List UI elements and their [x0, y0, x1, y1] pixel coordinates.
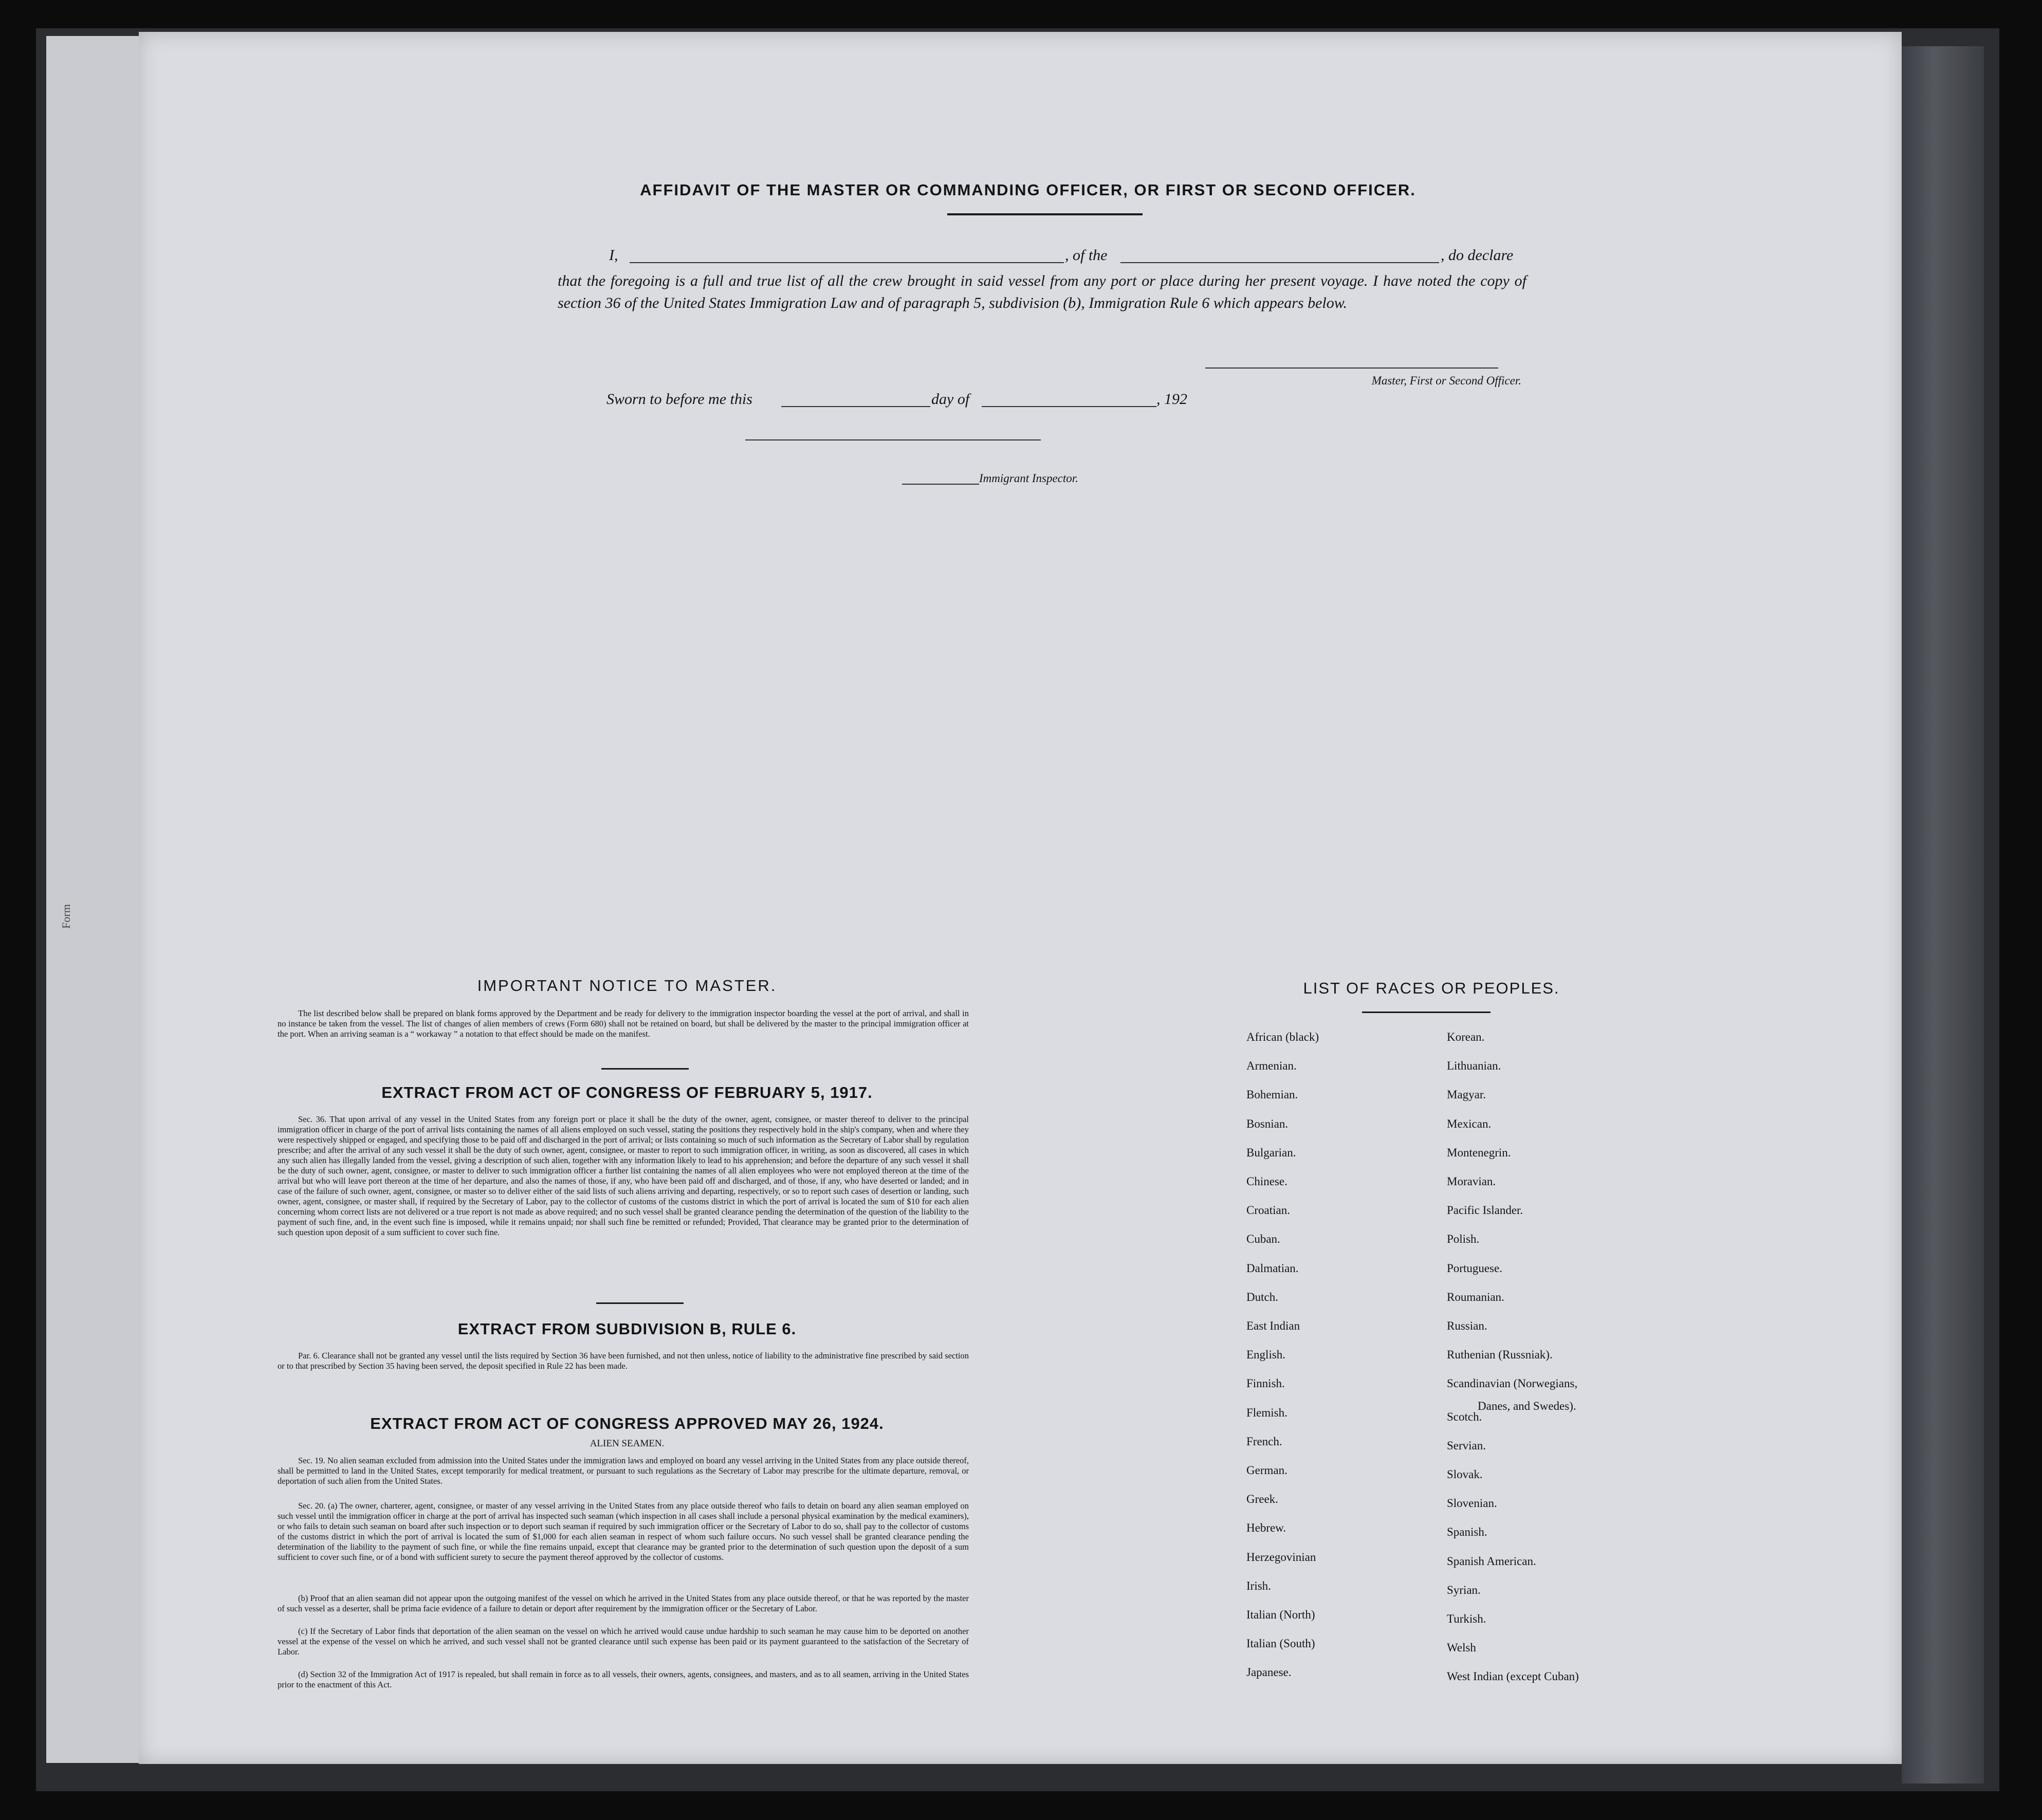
- sworn-label: Sworn to before me this: [606, 391, 752, 408]
- notice-title: IMPORTANT NOTICE TO MASTER.: [477, 977, 777, 995]
- race-item: African (black): [1246, 1031, 1319, 1043]
- year-prefix: , 192: [1156, 391, 1187, 408]
- extract-1924-paragraph: (c) If the Secretary of Labor finds that deportation of the alien seaman on the vessel on which he arrived would cause undue hardship to such seaman he may cause him to be deported on another vessel at the expense of the vessel on which he arrived, and such vessel shall not be granted clearance until such expense has been paid or its payment guaranteed to the satisfaction of the Secretary of Labor.: [278, 1626, 969, 1657]
- race-item: Portuguese.: [1447, 1261, 1502, 1275]
- binding-edge: [1902, 46, 1984, 1784]
- signature-label: Master, First or Second Officer.: [1371, 374, 1521, 387]
- race-item: Dalmatian.: [1246, 1261, 1299, 1275]
- previous-page-stub: [46, 36, 149, 1763]
- race-item: Croatian.: [1246, 1204, 1290, 1217]
- race-item: Chinese.: [1246, 1175, 1287, 1188]
- stub-form-label: Form: [59, 904, 72, 929]
- race-item: Bosnian.: [1246, 1117, 1289, 1130]
- i-label: I,: [609, 247, 618, 264]
- race-item: Herzegovinian: [1246, 1550, 1316, 1564]
- race-item: Bohemian.: [1246, 1088, 1298, 1101]
- of-the-label: , of the: [1065, 247, 1108, 264]
- race-item: Greek.: [1246, 1493, 1278, 1506]
- race-item: Armenian.: [1246, 1059, 1297, 1073]
- affidavit-divider: [947, 213, 1143, 215]
- extract-1924-paragraph: Sec. 19. No alien seaman excluded from admission into the United States under the immigration laws and employed on board any vessel arriving in the United States from any place outside thereof, shall be permitted to land in the United States, except temporarily for medical treatment, or pursuant to such regulations as the Secretary of Labor may prescribe for the ultimate departure, removal, or deportation of such alien from the United States.: [278, 1456, 969, 1486]
- race-item: Montenegrin.: [1447, 1146, 1511, 1159]
- signature-blank[interactable]: [1205, 362, 1498, 369]
- race-item: Korean.: [1447, 1031, 1485, 1043]
- extract-1924-paragraph: Sec. 20. (a) The owner, charterer, agent, consignee, or master of any vessel arriving in the United States from any place outside thereof who fails to detain on board any alien seaman employed on such vessel until the immigration officer in charge at the port of arrival has inspected such seaman (which inspection in all cases shall include a personal physical examination by the medical examiners), or who fails to detain such seaman on board after such inspection or to deport such seaman if required by such immigration officer or the Secretary of Labor to do so, shall pay to the collector of customs of the customs district in which the port of arrival is located the sum of $1,000 for each alien seaman in respect of whom such failure occurs. No such vessel shall be granted clearance pending the determination of the liability to the payment of such fine, or while the fine remains unpaid, except that clearance may be granted prior to the determination of such question upon the deposit of a sum sufficient to cover such fine, or of a bond with sufficient surety to secure the payment thereof approved by the collector of customs.: [278, 1501, 969, 1562]
- race-item: Spanish American.: [1447, 1554, 1536, 1568]
- notice-divider: [601, 1068, 689, 1070]
- extract-1924-paragraph: (b) Proof that an alien seaman did not appear upon the outgoing manifest of the vessel on which he arrived in the United States from any place outside thereof, or that he was reported by the master of such vessel as a deserter, shall be prima facie evidence of a failure to detain or deport after requirement by the immigration officer or the Secretary of Labor.: [278, 1593, 969, 1613]
- race-item: Scandinavian (Norwegians,: [1447, 1377, 1578, 1390]
- race-item: Italian (South): [1246, 1637, 1315, 1650]
- race-item: Dutch.: [1246, 1290, 1278, 1303]
- race-item: Lithuanian.: [1447, 1059, 1501, 1073]
- race-item: Pacific Islander.: [1447, 1204, 1523, 1217]
- race-item: Syrian.: [1447, 1583, 1481, 1596]
- race-item: Cuban.: [1246, 1233, 1280, 1246]
- extract-rule6-title: EXTRACT FROM SUBDIVISION B, RULE 6.: [457, 1320, 797, 1338]
- inspector-signature-blank[interactable]: [745, 434, 1041, 440]
- race-item: Mexican.: [1447, 1117, 1492, 1130]
- race-item: English.: [1246, 1348, 1286, 1362]
- extract-1924-title: EXTRACT FROM ACT OF CONGRESS APPROVED MAY 26, 1924.: [370, 1414, 884, 1432]
- race-item-continuation: Danes, and Swedes).: [1478, 1400, 1576, 1412]
- race-item: East Indian: [1246, 1319, 1300, 1332]
- race-item: Hebrew.: [1246, 1521, 1286, 1535]
- race-item: French.: [1246, 1435, 1282, 1448]
- sworn-month-blank[interactable]: [982, 391, 1156, 407]
- race-item: Irish.: [1246, 1579, 1271, 1592]
- do-declare-label: , do declare: [1441, 247, 1514, 264]
- extract-1917-text: Sec. 36. That upon arrival of any vessel in the United States from any foreign port or place it shall be the duty of the owner, agent, consignee, or master thereof to deliver to the principal immigration officer in charge of the port of arrival lists containing the names of all aliens employed on such vessel, stating the positions they respectively hold in the ship's company, when and where they were respectively shipped or engaged, and specifying those to be paid off and discharged in the port of arrival; or lists containing so much of such information as the Secretary of Labor shall by regulation prescribe; and after the arrival of any such vessel it shall be the duty of such owner, agent, consignee, or master to report to such immigration officer, in writing, as soon as discovered, all cases in which any such alien has illegally landed from the vessel, giving a description of such alien, together with any information likely to lead to his apprehension; and before the departure of any such vessel it shall be the duty of such owner, agent, consignee, or master to deliver to such immigration officer a further list containing the names of all alien employees who were not employed thereon at the time of the arrival but who will leave port thereon at the time of her departure, and also the names of those, if any, who have been paid off and discharged, and of those, if any, who have deserted or landed; and in case of the failure of such owner, agent, consignee, or master so to deliver either of the said lists of such aliens arriving and departing, respectively, or so to report such cases of desertion or landing, such owner, agent, consignee, or master shall, if required by the Secretary of Labor, pay to the collector of customs of the customs district in which the port of arrival is located the sum of $10 for each alien concerning whom correct lists are not delivered or a true report is not made as above required; and no such vessel shall be granted clearance pending the determination of the question of the liability to the payment of such fine, and, in the event such fine is imposed, while it remains unpaid; nor shall such fine be remitted or refunded; Provided, That clearance may be granted prior to the determination of such question upon deposit of a sum sufficient to cover such fine.: [278, 1114, 969, 1237]
- race-item: Russian.: [1447, 1319, 1487, 1332]
- races-title: LIST OF RACES OR PEOPLES.: [1303, 979, 1560, 997]
- races-divider: [1362, 1012, 1491, 1013]
- inspector-label: Immigrant Inspector.: [979, 472, 1078, 485]
- affidavit-body: that the foregoing is a full and true list of all the crew brought in said vessel from any port or place during her present voyage. I have noted the copy of section 36 of the United States Immigration Law and of paragraph 5, subdivision (b), Immigration Rule 6 which appears below.: [558, 272, 1526, 311]
- race-item: West Indian (except Cuban): [1447, 1670, 1579, 1683]
- race-item: Scotch.: [1447, 1410, 1482, 1423]
- race-item: Magyar.: [1447, 1088, 1486, 1101]
- race-item: Welsh: [1447, 1641, 1476, 1654]
- race-item: Servian.: [1447, 1439, 1486, 1452]
- race-item: Bulgarian.: [1246, 1146, 1296, 1159]
- race-item: Slovenian.: [1447, 1497, 1497, 1510]
- race-item: Flemish.: [1246, 1406, 1287, 1419]
- extract-1917-title: EXTRACT FROM ACT OF CONGRESS OF FEBRUARY 5, 1917.: [381, 1083, 873, 1101]
- notice-text: The list described below shall be prepared on blank forms approved by the Department and be ready for delivery to the immigration inspector boarding the vessel at the port of arrival, and shall in no instance be taken from the vessel. The list of changes of alien members of crews (Form 680) shall not be retained on board, but shall be delivered by the master to the principal immigration officer at the port. When an arriving seaman is a “ workaway ” a notation to that effect should be made on the manifest.: [278, 1008, 969, 1039]
- race-item: Ruthenian (Russniak).: [1447, 1348, 1553, 1362]
- race-item: Finnish.: [1246, 1377, 1285, 1390]
- race-item: Polish.: [1447, 1233, 1480, 1246]
- day-of-label: day of: [931, 391, 970, 408]
- race-item: Slovak.: [1447, 1468, 1483, 1481]
- race-item: Roumanian.: [1447, 1290, 1504, 1303]
- race-item: Moravian.: [1447, 1175, 1496, 1188]
- vessel-blank[interactable]: [1120, 247, 1439, 263]
- extract-1924-paragraph: (d) Section 32 of the Immigration Act of 1917 is repealed, but shall remain in force as to all vessels, their owners, agents, consignees, and masters, and as to all seamen, arriving in the United States prior to the enactment of this Act.: [278, 1669, 969, 1689]
- race-item: German.: [1246, 1464, 1287, 1477]
- extract-1924-subtitle: ALIEN SEAMEN.: [590, 1438, 665, 1449]
- sworn-day-blank[interactable]: [781, 391, 930, 407]
- extract-1917-divider: [596, 1302, 684, 1304]
- name-blank[interactable]: [630, 247, 1064, 263]
- race-item: Turkish.: [1447, 1612, 1486, 1625]
- race-item: Japanese.: [1246, 1666, 1292, 1679]
- extract-rule6-text: Par. 6. Clearance shall not be granted any vessel until the lists required by Section 36 have been furnished, and not then unless, notice of liability to the administrative fine prescribed by said section or to that prescribed by Section 35 having been served, the deposit specified in Rule 22 has been made.: [278, 1351, 969, 1371]
- inspector-name-blank[interactable]: [902, 470, 979, 485]
- affidavit-title: AFFIDAVIT OF THE MASTER OR COMMANDING OFFICER, OR FIRST OR SECOND OFFICER.: [640, 181, 1416, 199]
- race-item: Spanish.: [1447, 1525, 1487, 1539]
- race-item: Italian (North): [1246, 1608, 1315, 1621]
